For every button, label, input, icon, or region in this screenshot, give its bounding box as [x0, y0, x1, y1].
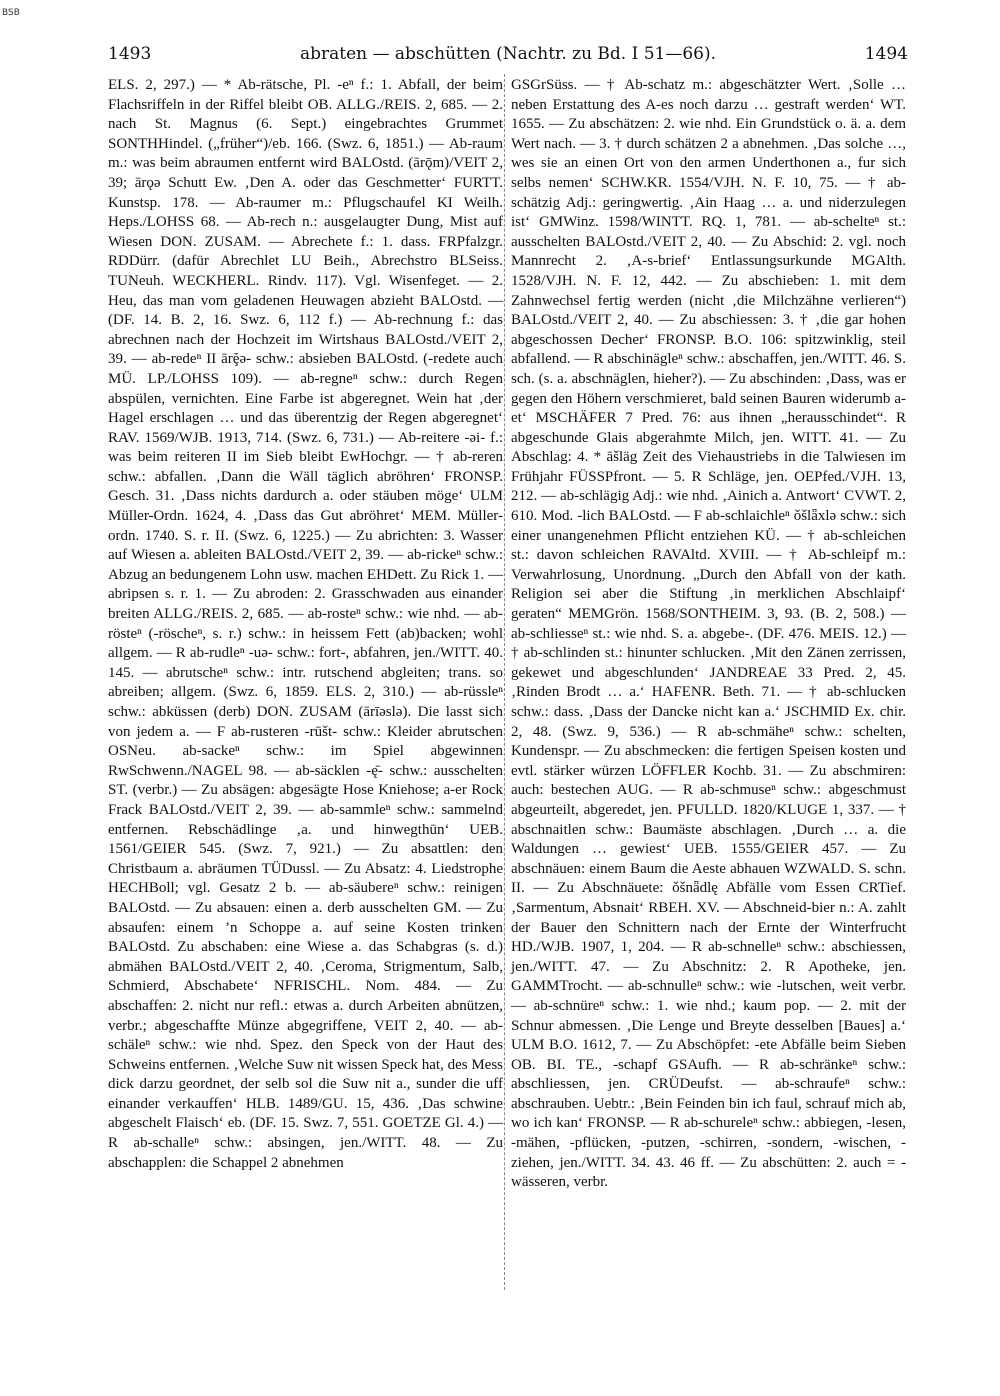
column-divider — [504, 74, 506, 1290]
page-number-left: 1493 — [108, 44, 152, 64]
column-left — [108, 76, 503, 1173]
page-header — [108, 40, 908, 66]
library-stamp: BSB — [2, 8, 20, 18]
column-right-text: GSGrSüss. — † Ab-schatz m.: abgeschätzter Wert. ‚Solle … neben Erstattung des A-es noch darzu … gestraft werden‘ WT. 1655. — Zu abschätzen: 2. wie nhd. Ein Grundstück o. ä. a. dem Wert nach. — 3. † durch schätzen 2 a abnehmen. ‚Das solche …, wes sie an einen Ort von den armen Underthonen a., fur sich selbs nemen‘ SCHW.KR. 1554/VJH. N. F. 10, 75. — † ab-schätzig Adj.: geringwertig. ‚Ain Haag … a. und niderzulegen ist‘ GMWinz. 1598/WINTT. RQ. 1, 781. — ab-schelteⁿ st.: ausschelten BALOstd./VEIT 2, 40. — Zu Abschid: 2. vgl. noch Mannrecht 2. ‚A-s-brief‘ Entlassungsurkunde MGAlth. 1528/VJH. N. F. 12, 442. — Zu abschieben: 1. mit dem Zahnwechsel fertig werden (nicht ‚die Milchzähne verlieren“) BALOstd./VEIT 2, 40. — Zu abschiessen: 3. † ‚die gar hohen abgeschossen Decher‘ FRONSP. B.O. 106: spitzwinklig, steil abfallend. — R abschinägleⁿ schw.: abschaffen, jen./WITT. 46. S. sch. (s. a. abschnäglen, hieher?). — Zu abschinden: ‚Dass, was er gegen den Höhern verschmieret, bald seinen Bauren widerumb a-et‘ MSCHÄFER 7 Pred. 76: aus ihnen „herausschindet“. R abgeschunde Glais abgerahmte Milch, jen. WITT. 41. — Zu Abschlag: 4. * āšläg Zeit des Viehaustriebs in die Talwiesen im Frühjahr FÜSSPfront. — 5. R Schläge, jen. OEPfed./VJH. 13, 212. — ab-schlägig Adj.: wie nhd. ‚Ainich a. Antwort‘ CVWT. 2, 610. Mod. -lich BALOstd. — F ab-schlaichleⁿ ǒšlǟxlə schw.: sich einer unangenehmen Pflicht entziehen KÜ. — † ab-schleichen st.: davon schleichen RAVAltd. XVIII. — † Ab-schleipf m.: Verwahrlosung, Unordnung. „Durch den Abfall von der kath. Religion sei aber die Stiftung ‚in merklichen Abschlaipf‘ geraten“ MEMGrön. 1568/SONTHEIM. 3, 93. (B. 2, 508.) — ab-schliesseⁿ st.: wie nhd. S. a. abgebe-. (DF. 476. MEIS. 12.) — † ab-schlinden st.: hinunter schlucken. ‚Mit den Zänen zerrissen, gekewet und abgeschlunden‘ JANDREAE 33 Pred. 2, 45. ‚Rinden Brodt … a.‘ HAFENR. Beth. 71. — † ab-schlucken schw.: dass. ‚Dass der Dancke nicht kan a.‘ JSCHMID Ex. chir. 2, 48. (Swz. 9, 536.) — R ab-schmäheⁿ schw.: schelten, Kundenspr. — Zu abschmecken: die fertigen Speisen kosten und evtl. stärker würzen LÖFFLER Kochb. 31. — Zu abschmiren: auch: bestechen AUG. — R ab-schmuseⁿ schw.: abgeschmust abgeurteilt, abgeredet, jen. PFULLD. 1820/KLUGE 1, 337. — † abschnaitlen schw.: Baumäste abschlagen. ‚Durch … a. die Waldungen … gewiest‘ UEB. 1555/GEIER 457. — Zu abschnäuen: einem Baum die Aeste abhauen WZWALD. S. schn. II. — Zu Abschnäuete: ǒšnǟdlę Abfälle vom Essen CRTief. ‚Sarmentum, Absnait‘ RBEH. XV. — Abschneid-bier n.: A. zahlt der Bauer den Schnittern nach der Ernte der Winterfrucht HD./WJB. 1907, 1, 204. — R ab-schnelleⁿ schw.: abschiessen, jen./WITT. 47. — Zu Abschnitz: 2. R Apotheke, jen. GAMMTrocht. — ab-schnulleⁿ schw.: wie -lutschen, weit verbr. — ab-schnüreⁿ schw.: 1. wie nhd.; kaum pop. — 2. mit der Schnur abmessen. ‚Die Lenge und Breyte desselben [Baues] a.‘ ULM B.O. 1612, 7. — Zu Abschöpfet: -ete Abfälle beim Sieben OB. BI. TE., -schapf GSAufh. — R ab-schränkeⁿ schw.: abschliessen, jen. CRÜDeufst. — ab-schraufeⁿ schw.: abschrauben. Uebtr.: ‚Bein Feinden bin ich faul, schrauf mich ab, wo ich kan‘ FRONSP. — R ab-schureleⁿ schw.: abbiegen, -lesen, -mähen, -pflücken, -putzen, -schirren, -sondern, -wischen, -ziehen, jen./WITT. 34. 43. 46 ff. — Zu abschütten: 2. auch = -wässeren, verbr. — [511, 77, 906, 1191]
column-left-text: ELS. 2, 297.) — * Ab-rätsche, Pl. -eⁿ f.: 1. Abfall, der beim Flachsriffeln in der Riffel bleibt OB. ALLG./REIS. 2, 685. — 2. nach St. Magnus (6. Sept.) eingebrachtes Grummet SONTHHindel. („früher“)/eb. 166. (Swz. 6, 1851.) — Ab-raum m.: was beim abraumen entfernt wird BALOstd. (ārǭm)/VEIT 2, 39; ārǫə Schutt Ew. ‚Den A. oder das Geschmetter‘ FURTT. Kunstsp. 178. — Ab-raumer m.: Pflugschaufel KI Weilh. Heps./LOHSS 68. — Ab-rech n.: ausgelaugter Dung, Mist auf Wiesen DON. ZUSAM. — Abrechete f.: 1. dass. FRPfalzgr. RDDürr. (dafür Abrechlet LU Beih., Abrechstro BLSeiss. TUNeuh. WECKHERL. Rindv. 117). Vgl. Wisenfeget. — 2. Heu, das man vom geladenen Heuwagen abzieht BALOstd. — (DF. 14. B. 2, 16. Swz. 6, 112 f.) — Ab-rechnung f.: das abrechnen nach der Hochzeit im Wirtshaus BALOstd./VEIT 2, 39. — ab-redeⁿ II ārḝə- schw.: absieben BALOstd. (-redete auch MÜ. LP./LOHSS 109). — ab-regneⁿ schw.: durch Regen abspülen, vernichten. Eine Farbe ist abgeregnet. Wein hat ‚der Hagel erschlagen … und das überentzig der Regen abgeregnet‘ RAV. 1569/WJB. 1913, 714. (Swz. 6, 731.) — Ab-reitere -əi- f.: was beim reiteren II im Sieb bleibt EwHochgr. — † ab-reren schw.: abfallen. ‚Dann die Wäll täglich abröhren‘ FRONSP. Gesch. 31. ‚Dass nichts dardurch a. oder stäuben möge‘ ULM Müller-Ordn. 1624, 4. ‚Dass das Gut abröhret‘ MEM. Müller-ordn. 1740. S. r. II. (Swz. 6, 1225.) — Zu abrichten: 3. Wasser auf Wiesen a. ableiten BALOstd./VEIT 2, 39. — ab-rickeⁿ schw.: Abzug an bedungenem Lohn usw. machen EHDett. Zu Rick 1. — abripsen s. r. 1. — Zu abroden: 2. Grasschwaden aus einander breiten ALLG./REIS. 2, 685. — ab-rosteⁿ schw.: wie nhd. — ab-rösteⁿ (-röscheⁿ, s. r.) schw.: in heissem Fett (ab)backen; wohl allgem. — R ab-rudleⁿ -uə- schw.: fort-, abfahren, jen./WITT. 40. 145. — abrutscheⁿ schw.: intr. rutschend abgleiten; trans. so abreiben; allgem. (Swz. 6, 1859. ELS. 2, 310.) — ab-rüssleⁿ schw.: abküssen (derb) DON. ZUSAM (ārīəslə). Die lasst sich von jedem a. — F ab-rusteren -rūšt- schw.: Kleider abrutschen OSNeu. ab-sackeⁿ schw.: im Spiel abgewinnen RwSchwenn./NAGEL 98. — ab-säcklen -ę̄- schw.: ausschelten ST. (verbr.) — Zu absägen: abgesägte Hose Kniehose; a-er Rock Frack BALOstd./VEIT 2, 39. — ab-sammleⁿ schw.: sammelnd entfernen. Rebschädlinge ‚a. und hinwegthūn‘ UEB. 1561/GEIER 545. (Swz. 7, 921.) — Zu absattlen: den Christbaum a. abräumen TÜDussl. — Zu Absatz: 4. Liedstrophe HECHBoll; vgl. Gesatz 2 b. — ab-säubereⁿ schw.: reinigen BALOstd. — Zu absauen: einen a. derb ausschelten GM. — Zu absaufen: einem ’n Schoppe a. auf seine Kosten trinken BALOstd. Zu abschaben: eine Wiese a. das Schabgras (s. d.) abmähen BALOstd./VEIT 2, 40. ‚Ceroma, Strigmentum, Salb, Schmierd, Abschabete‘ NFRISCHL. Nom. 484. — Zu abschaffen: 2. nicht nur refl.: etwas a. durch Arbeiten abnützen, verbr.; abgeschaffte Münze abgegriffene, VEIT 2, 40. — ab-schäleⁿ schw.: wie nhd. Spez. den Speck von der Haut des Schweins entfernen. ‚Welche Suw nit wissen Speck hat, des Mess dick darzu geordnet, der selb sol die Suw nit a., sunder die uff einander verkauffen‘ HLB. 1489/GU. 15, 436. ‚Das schwine abgeschelt Flaisch‘ eb. (DF. 15. Swz. 7, 551. GOETZE Gl. 4.) — R ab-schalleⁿ schw.: absingen, jen./WITT. 48. — Zu abschapplen: die Schappel 2 abnehmen — [108, 77, 503, 1171]
page-number-right: 1494 — [864, 44, 908, 64]
column-right — [511, 76, 906, 1193]
running-head: abraten — abschütten (Nachtr. zu Bd. I 51—66). — [299, 44, 717, 64]
